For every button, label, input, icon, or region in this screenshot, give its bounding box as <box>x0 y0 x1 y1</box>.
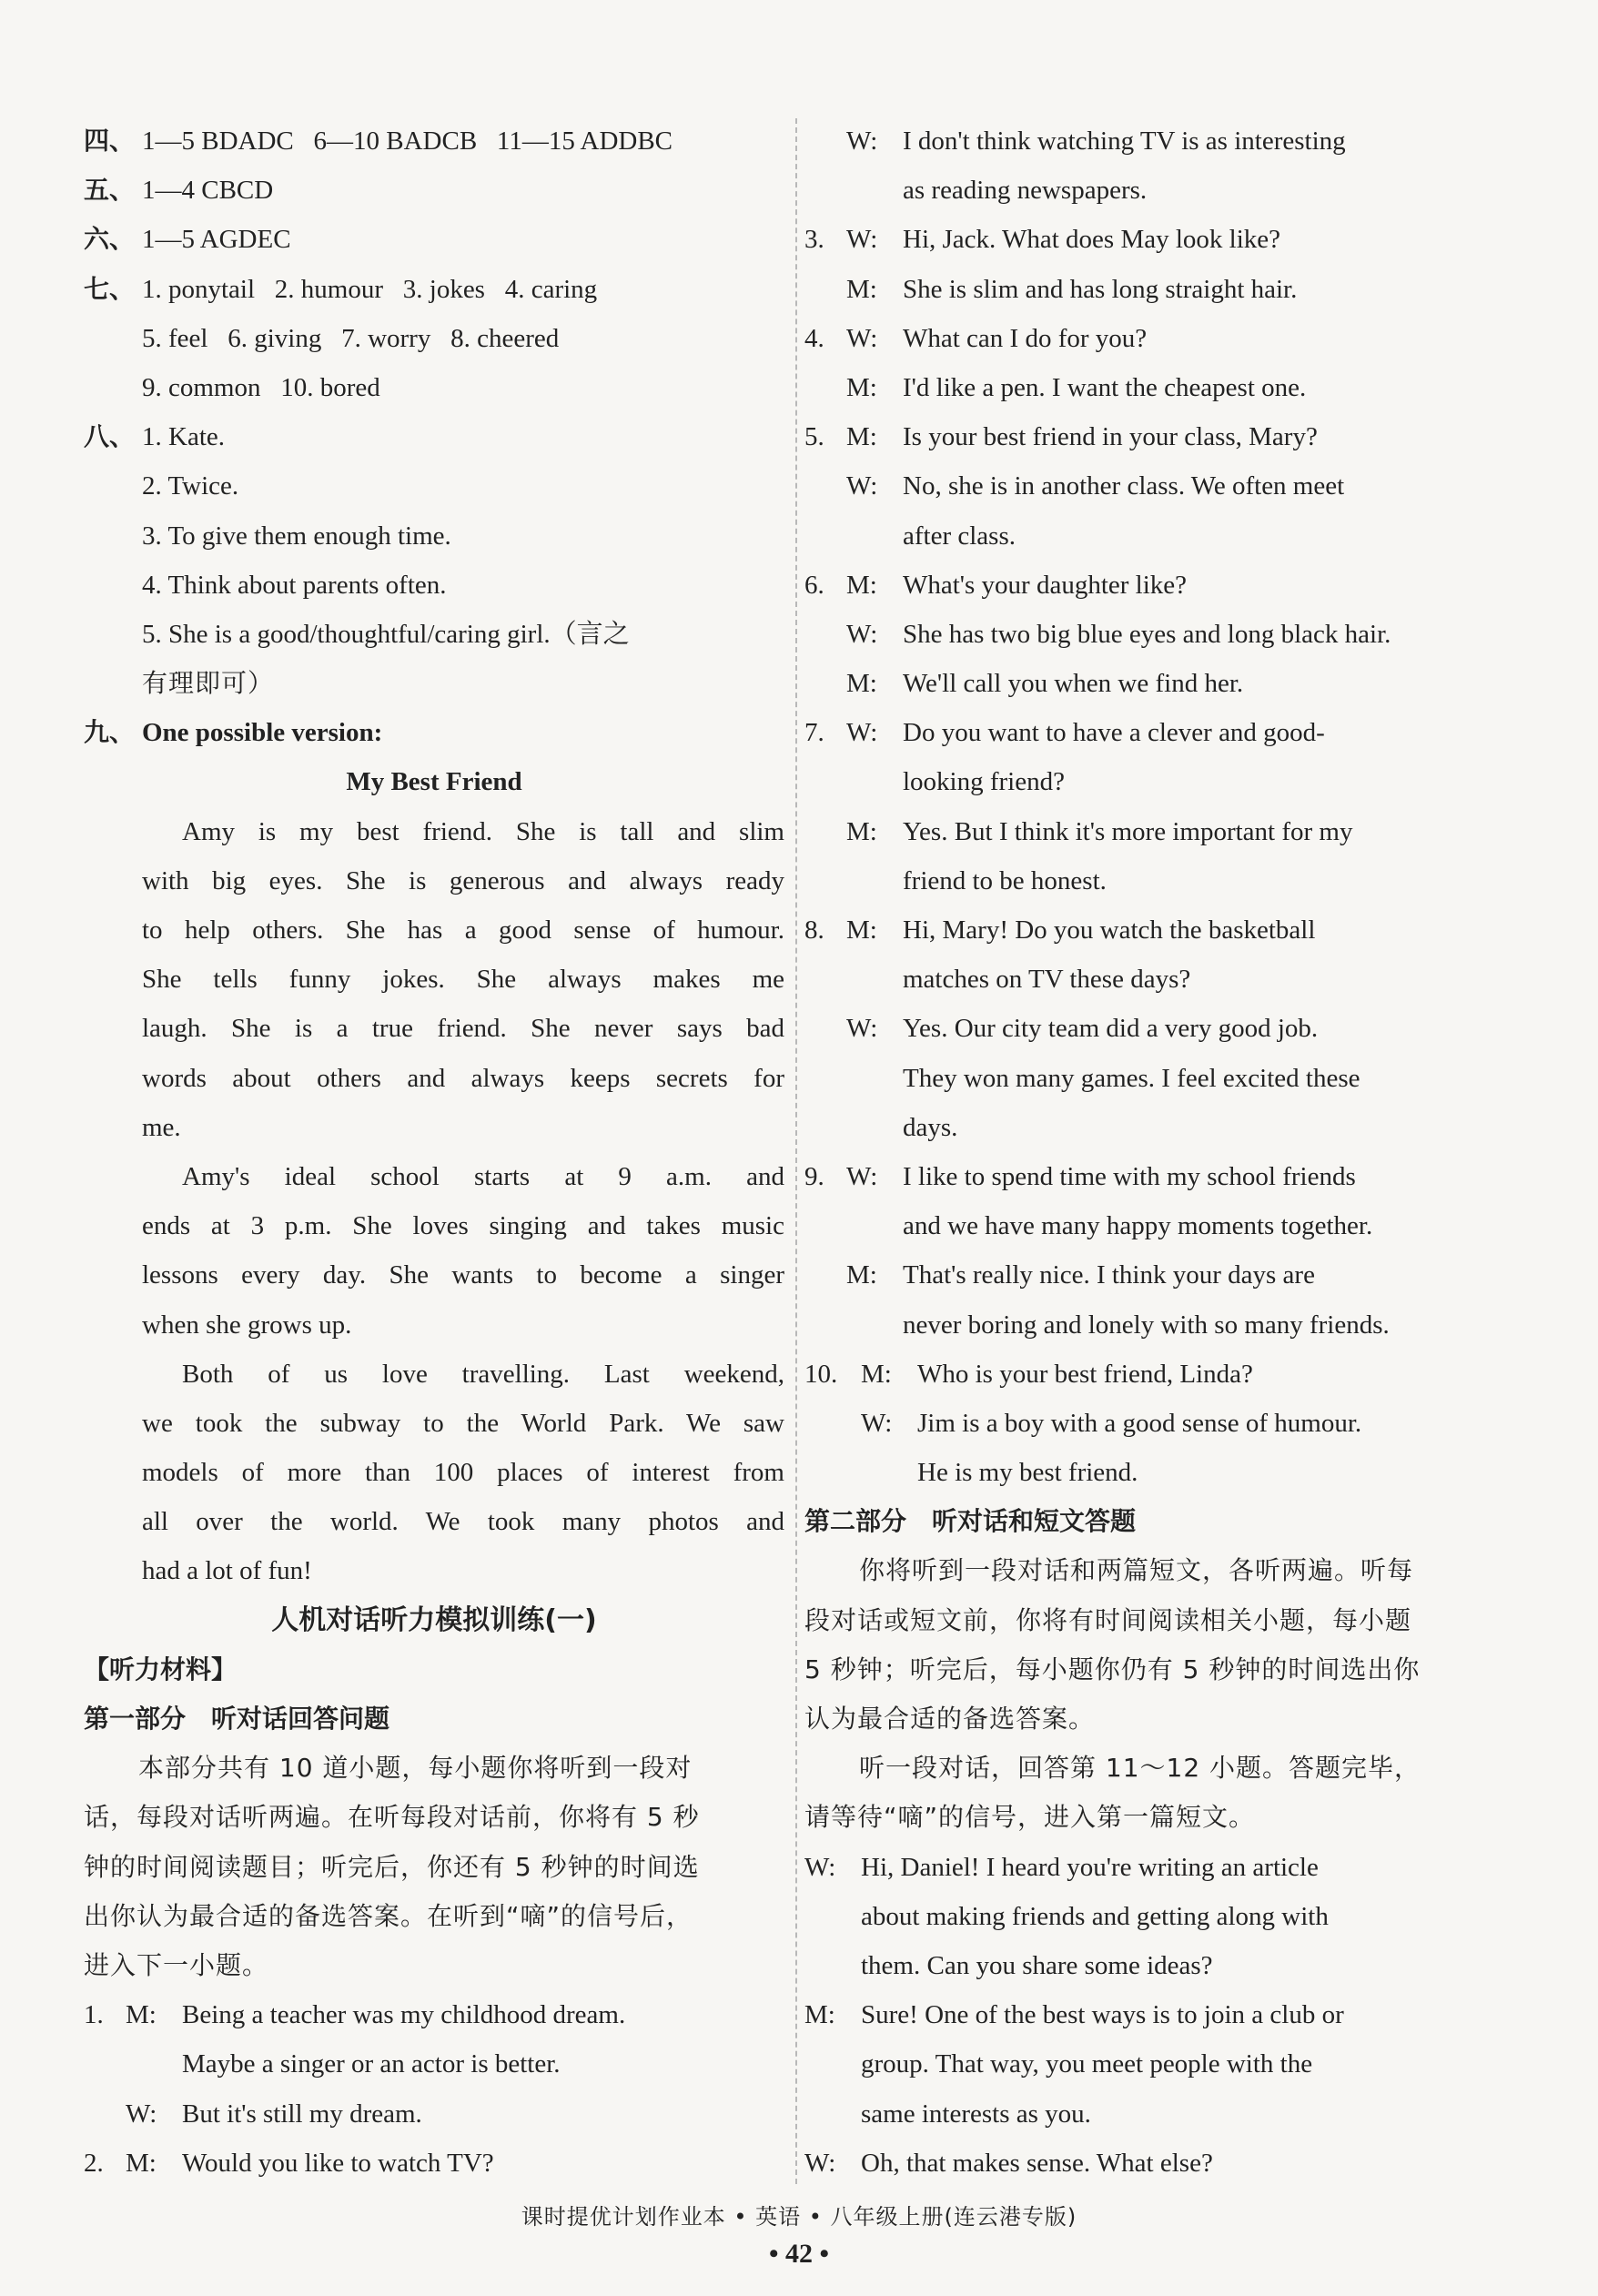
essay-line: had a lot of fun! <box>142 1556 312 1586</box>
dialog-line: friend to be honest. <box>903 865 1107 895</box>
part2-intro-line: 请等待“嘀”的信号，进入第一篇短文。 <box>804 1802 1256 1833</box>
column-divider <box>795 118 797 2184</box>
dialog-line: M: That's really nice. I think your days are <box>846 1260 1315 1290</box>
left-column <box>84 116 784 2188</box>
part2-intro-line: 你将听到一段对话和两篇短文，各听两遍。听每 <box>859 1555 1414 1586</box>
material-label: 【听力材料】 <box>84 1654 238 1684</box>
dialog-line: W: Yes. Our city team did a very good job. <box>846 1014 1319 1044</box>
page-number: • 42 • <box>768 2239 829 2269</box>
dialog-line: as reading newspapers. <box>903 176 1148 206</box>
dialog-line: M: I'd like a pen. I want the cheapest one. <box>846 372 1307 402</box>
dialog-line: Maybe a singer or an actor is better. <box>182 2049 561 2079</box>
answer-section-9: 九、 One possible version: <box>84 717 383 748</box>
question-6: 6. M: What's your daughter like? <box>804 570 1188 600</box>
question-1: 1. M: Being a teacher was my childhood dream. <box>84 2000 626 2030</box>
part1-title: 第一部分 听对话回答问题 <box>84 1704 390 1734</box>
dialog-line: M: Sure! One of the best ways is to join a club or <box>804 2000 1344 2030</box>
essay-title: My Best Friend <box>346 767 522 797</box>
answer-section-4: 四、 1—5 BDADC 6—10 BADCB 11—15 ADDBC <box>84 126 673 156</box>
section-title: 人机对话听力模拟训练(一) <box>271 1603 597 1636</box>
dialog-line: M: Yes. But I think it's more important for my <box>846 816 1353 846</box>
dialog-line: W: Hi, Daniel! I heard you're writing an article <box>804 1852 1319 1882</box>
dialog-line: W: Jim is a boy with a good sense of humour. <box>861 1408 1362 1438</box>
essay-line: me. <box>142 1112 181 1142</box>
part2-intro-line: 5 秒钟；听完后，每小题你仍有 5 秒钟的时间选出你 <box>804 1654 1421 1684</box>
essay-line: Amy is my best friend. She is tall and slim <box>182 816 784 846</box>
right-column <box>804 116 1496 2188</box>
essay-line: to help others. She has a good sense of humour. <box>142 915 784 945</box>
answer-section-7: 七、 1. ponytail 2. humour 3. jokes 4. caring <box>84 273 598 304</box>
essay-line: Amy's ideal school starts at 9 a.m. and <box>182 1161 784 1191</box>
essay-line: She tells funny jokes. She always makes me <box>142 965 784 995</box>
part2-title: 第二部分 听对话和短文答题 <box>804 1506 1137 1537</box>
dialog-line: M: We'll call you when we find her. <box>846 669 1244 699</box>
dialog-line: W: Oh, that makes sense. What else? <box>804 2148 1213 2178</box>
dialog-line: W: She has two big blue eyes and long black hair. <box>846 619 1391 649</box>
answer-section-6: 六、 1—5 AGDEC <box>84 224 291 255</box>
question-9: 9. W: I like to spend time with my school friends <box>804 1161 1356 1191</box>
dialog-line: after class. <box>903 521 1016 551</box>
essay-line: lessons every day. She wants to become a singer <box>142 1260 784 1290</box>
dialog-line: and we have many happy moments together. <box>903 1211 1373 1241</box>
dialog-line: W: I don't think watching TV is as interesting <box>846 126 1346 156</box>
page-footer: 课时提优计划作业本 • 英语 • 八年级上册(连云港专版) <box>521 2204 1077 2230</box>
question-7: 7. W: Do you want to have a clever and good- <box>804 718 1325 748</box>
dialog-line: He is my best friend. <box>917 1458 1138 1488</box>
question-10: 10. M: Who is your best friend, Linda? <box>804 1359 1253 1389</box>
essay-line: words about others and always keeps secrets for <box>142 1063 784 1093</box>
answer-section-5: 五、 1—4 CBCD <box>84 175 274 206</box>
dialog-line: M: She is slim and has long straight hair. <box>846 274 1298 304</box>
essay-line: Both of us love travelling. Last weekend, <box>182 1359 784 1389</box>
essay-line: laugh. She is a true friend. She never says bad <box>142 1014 784 1044</box>
part1-intro-line: 钟的时间阅读题目；听完后，你还有 5 秒钟的时间选 <box>84 1851 700 1882</box>
dialog-line: W: No, she is in another class. We often meet <box>846 471 1345 501</box>
answer-7-line: 5. feel 6. giving 7. worry 8. cheered <box>142 323 560 353</box>
part1-intro-line: 本部分共有 10 道小题，每小题你将听到一段对 <box>138 1753 693 1784</box>
answer-8-line: 有理即可） <box>142 668 275 699</box>
answer-8-line: 4. Think about parents often. <box>142 570 447 600</box>
essay-line: models of more than 100 places of interest from <box>142 1458 784 1488</box>
dialog-line: never boring and lonely with so many friends. <box>903 1310 1390 1340</box>
question-2: 2. M: Would you like to watch TV? <box>84 2148 494 2178</box>
part1-intro-line: 出你认为最合适的备选答案。在听到“嘀”的信号后， <box>84 1900 693 1931</box>
essay-line: we took the subway to the World Park. We saw <box>142 1408 784 1438</box>
answer-section-8: 八、 1. Kate. <box>84 421 225 452</box>
dialog-line: W: But it's still my dream. <box>126 2099 422 2129</box>
question-5: 5. M: Is your best friend in your class, Mary? <box>804 422 1318 452</box>
dialog-line: looking friend? <box>903 767 1065 797</box>
question-4: 4. W: What can I do for you? <box>804 323 1148 353</box>
part2-intro-line: 段对话或短文前，你将有时间阅读相关小题，每小题 <box>804 1604 1412 1635</box>
part1-intro-line: 进入下一小题。 <box>84 1949 269 1980</box>
dialog-line: group. That way, you meet people with the <box>861 2049 1313 2079</box>
answer-8-line: 5. She is a good/thoughtful/caring girl.（言之 <box>142 619 630 649</box>
dialog-line: They won many games. I feel excited these <box>903 1063 1360 1093</box>
essay-line: all over the world. We took many photos and <box>142 1507 784 1537</box>
dialog-line: them. Can you share some ideas? <box>861 1950 1213 1980</box>
dialog-line: same interests as you. <box>861 2099 1091 2129</box>
answer-8-line: 3. To give them enough time. <box>142 521 451 551</box>
essay-line: with big eyes. She is generous and always ready <box>142 865 784 895</box>
part2-intro-line: 认为最合适的备选答案。 <box>804 1704 1096 1734</box>
essay-line: when she grows up. <box>142 1310 352 1340</box>
part2-intro-line: 听一段对话，回答第 11～12 小题。答题完毕， <box>859 1753 1421 1784</box>
question-8: 8. M: Hi, Mary! Do you watch the basketball <box>804 915 1316 945</box>
dialog-line: days. <box>903 1112 958 1142</box>
essay-line: ends at 3 p.m. She loves singing and takes music <box>142 1211 784 1241</box>
part1-intro-line: 话，每段对话听两遍。在听每段对话前，你将有 5 秒 <box>84 1802 700 1833</box>
answer-7-line: 9. common 10. bored <box>142 372 380 402</box>
dialog-line: about making friends and getting along with <box>861 1901 1329 1931</box>
answer-8-line: 2. Twice. <box>142 471 239 501</box>
question-3: 3. W: Hi, Jack. What does May look like? <box>804 225 1281 255</box>
dialog-line: matches on TV these days? <box>903 965 1191 995</box>
